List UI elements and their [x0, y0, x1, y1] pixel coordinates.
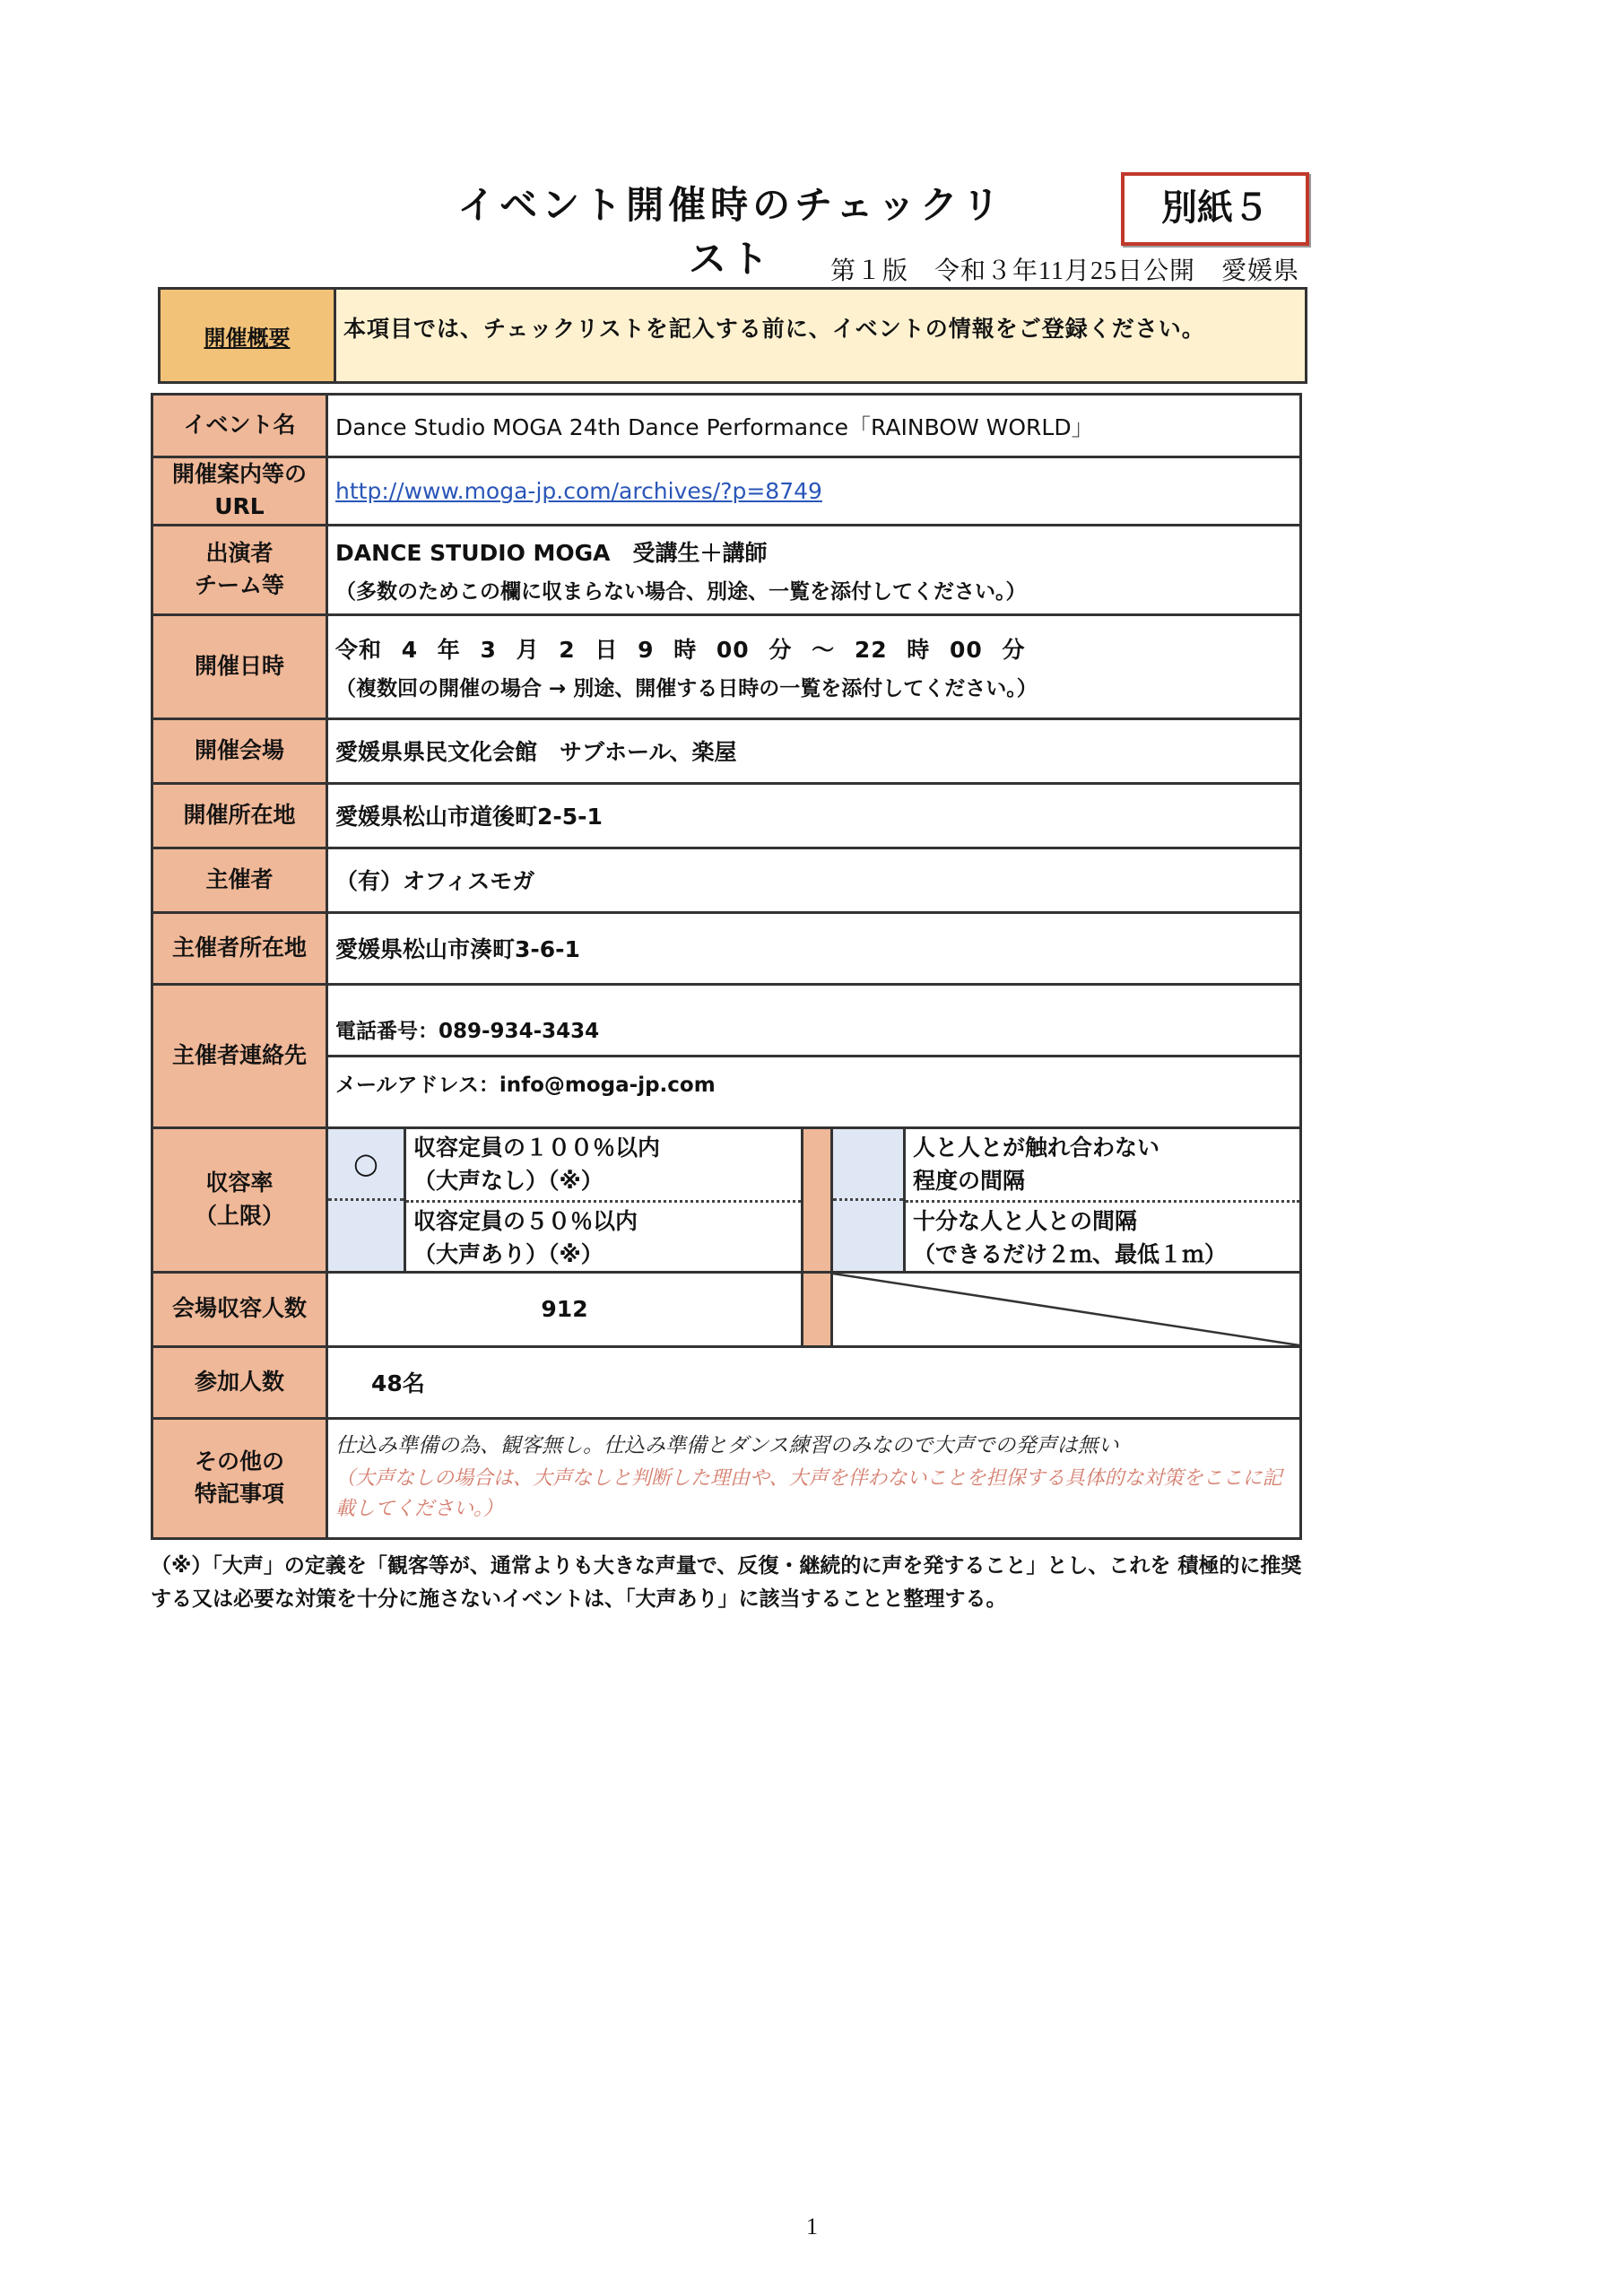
- others-label-line2: 特記事項: [194, 1481, 284, 1507]
- attachment-label: 別紙５: [1121, 172, 1309, 246]
- participants-value: 48名: [327, 1346, 1301, 1418]
- option-100-percent-line1: 収容定員の１００％以内: [413, 1134, 661, 1161]
- row-venue-capacity: [152, 1272, 1301, 1346]
- performers-value: DANCE STUDIO MOGA 受講生＋講師: [335, 539, 768, 566]
- version-info: 第１版 令和３年11月25日公開 愛媛県: [830, 257, 1299, 285]
- venue-value: 愛媛県県民文化会館 サブホール、楽屋: [327, 718, 1301, 783]
- checkbox-distance-a[interactable]: [833, 1129, 903, 1199]
- contact-label: 主催者連絡先: [152, 984, 327, 1127]
- row-organizer-address: [152, 912, 1301, 984]
- diagonal-strike: [833, 1274, 1299, 1345]
- others-cell: [327, 1418, 1301, 1538]
- venue-capacity-label: 会場収容人数: [152, 1272, 327, 1346]
- datetime-value: 令和 4 年 3 月 2 日 9 時 00 分 ～ 22 時 00 分: [335, 636, 1026, 663]
- row-event-name: [152, 395, 1301, 457]
- option-100-percent-line2: （大声なし）（※）: [413, 1168, 604, 1194]
- distance-options-column: [906, 1129, 1299, 1271]
- overview-text: 本項目では、チェックリストを記入する前に、イベントの情報をご登録ください。: [343, 316, 1205, 342]
- venue-capacity-cell: [327, 1272, 1301, 1346]
- capacity-options-column: [406, 1129, 803, 1271]
- venue-address-value: 愛媛県松山市道後町2-5-1: [327, 783, 1301, 848]
- performers-cell: [327, 525, 1301, 614]
- option-distance-b: [906, 1200, 1299, 1274]
- capacity-rate-label: [152, 1127, 327, 1272]
- page-number: 1: [806, 2213, 818, 2239]
- organizer-value: （有）オフィスモガ: [327, 848, 1301, 912]
- others-note: （大声なしの場合は、大声なしと判断した理由や、大声を伴わないことを担保する具体的な対策をここに記載してください。）: [335, 1466, 1282, 1520]
- performers-label-line1: 出演者: [205, 539, 274, 566]
- venue-capacity-value: 912: [328, 1274, 803, 1345]
- venue-address-label: 開催所在地: [152, 783, 327, 848]
- row-capacity-rate: [152, 1127, 1301, 1272]
- others-label-line1: その他の: [194, 1448, 284, 1474]
- performers-note: （多数のためこの欄に収まらない場合、別途、一覧を添付してください。）: [335, 579, 1027, 604]
- datetime-cell: [327, 614, 1301, 718]
- contact-phone: 電話番号：089-934-3434: [335, 1019, 600, 1043]
- distance-checkbox-column: [833, 1129, 906, 1271]
- participants-label: 参加人数: [152, 1346, 327, 1418]
- event-url-link[interactable]: http://www.moga-jp.com/archives/?p=8749: [335, 477, 822, 504]
- option-distance-b-line1: 十分な人と人との間隔: [913, 1207, 1138, 1234]
- page-title: イベント開催時のチェックリスト: [443, 176, 1019, 290]
- performers-label: [152, 525, 327, 614]
- row-venue: [152, 718, 1301, 783]
- option-distance-a: [906, 1129, 1299, 1200]
- event-info-table: [151, 393, 1302, 1540]
- option-50-percent: [406, 1200, 801, 1274]
- row-contact: [152, 984, 1301, 1127]
- row-participants: [152, 1346, 1301, 1418]
- option-50-percent-line1: 収容定員の５０％以内: [413, 1207, 638, 1234]
- checkbox-distance-b[interactable]: [833, 1198, 903, 1271]
- organizer-address-value: 愛媛県松山市湊町3-6-1: [327, 912, 1301, 984]
- url-label-line1: 開催案内等の: [171, 461, 307, 487]
- row-performers: [152, 525, 1301, 614]
- venue-capacity-separator: [803, 1274, 833, 1345]
- contact-email: メールアドレス：info@moga-jp.com: [328, 1055, 1299, 1109]
- option-distance-a-line2: 程度の間隔: [913, 1168, 1026, 1194]
- venue-capacity-blank: [833, 1274, 1299, 1345]
- capacity-rate-cell: [327, 1127, 1301, 1272]
- url-cell: [327, 457, 1301, 526]
- capacity-rate-label-line1: 収容率: [205, 1170, 274, 1196]
- others-value: 仕込み準備の為、観客無し。仕込み準備とダンス練習のみなので大声での発声は無い: [335, 1433, 1119, 1457]
- venue-label: 開催会場: [152, 718, 327, 783]
- overview-label: 開催概要: [161, 290, 336, 381]
- capacity-separator: [803, 1129, 833, 1271]
- row-venue-address: [152, 783, 1301, 848]
- event-name-value: Dance Studio MOGA 24th Dance Performance「RAINBOW WORLD」: [327, 395, 1301, 457]
- performers-label-line2: チーム等: [194, 572, 284, 598]
- row-datetime: [152, 614, 1301, 718]
- checkbox-100-percent[interactable]: ○: [353, 1146, 378, 1181]
- event-name-label: イベント名: [152, 395, 327, 457]
- capacity-options-grid: [328, 1129, 1299, 1271]
- row-others: [152, 1418, 1301, 1538]
- url-label-line2: URL: [214, 493, 265, 520]
- organizer-label: 主催者: [152, 848, 327, 912]
- footnote: （※）「大声」の定義を「観客等が、通常よりも大きな声量で、反復・継続的に声を発すること」とし、これを 積極的に推奨する又は必要な対策を十分に施さないイベントは、「大声あり」に該当することと整理する。: [151, 1554, 1302, 1611]
- organizer-address-label: 主催者所在地: [152, 912, 327, 984]
- option-50-percent-line2: （大声あり）（※）: [413, 1241, 604, 1267]
- capacity-rate-label-line2: （上限）: [194, 1202, 284, 1229]
- others-label: [152, 1418, 327, 1538]
- datetime-label: 開催日時: [152, 614, 327, 718]
- row-organizer: [152, 848, 1301, 912]
- option-distance-a-line1: 人と人とが触れ合わない: [913, 1134, 1160, 1161]
- venue-capacity-grid: [328, 1274, 1299, 1345]
- contact-cell: [327, 984, 1301, 1127]
- capacity-checkbox-column: [328, 1129, 406, 1271]
- overview-box: [158, 287, 1307, 384]
- datetime-note: （複数回の開催の場合 → 別途、開催する日時の一覧を添付してください。）: [335, 676, 1038, 700]
- url-label: [152, 457, 327, 526]
- option-distance-b-line2: （できるだけ２ｍ、最低１ｍ）: [913, 1241, 1228, 1267]
- row-url: [152, 457, 1301, 526]
- option-100-percent: [406, 1129, 801, 1200]
- checkbox-50-percent[interactable]: [328, 1198, 404, 1271]
